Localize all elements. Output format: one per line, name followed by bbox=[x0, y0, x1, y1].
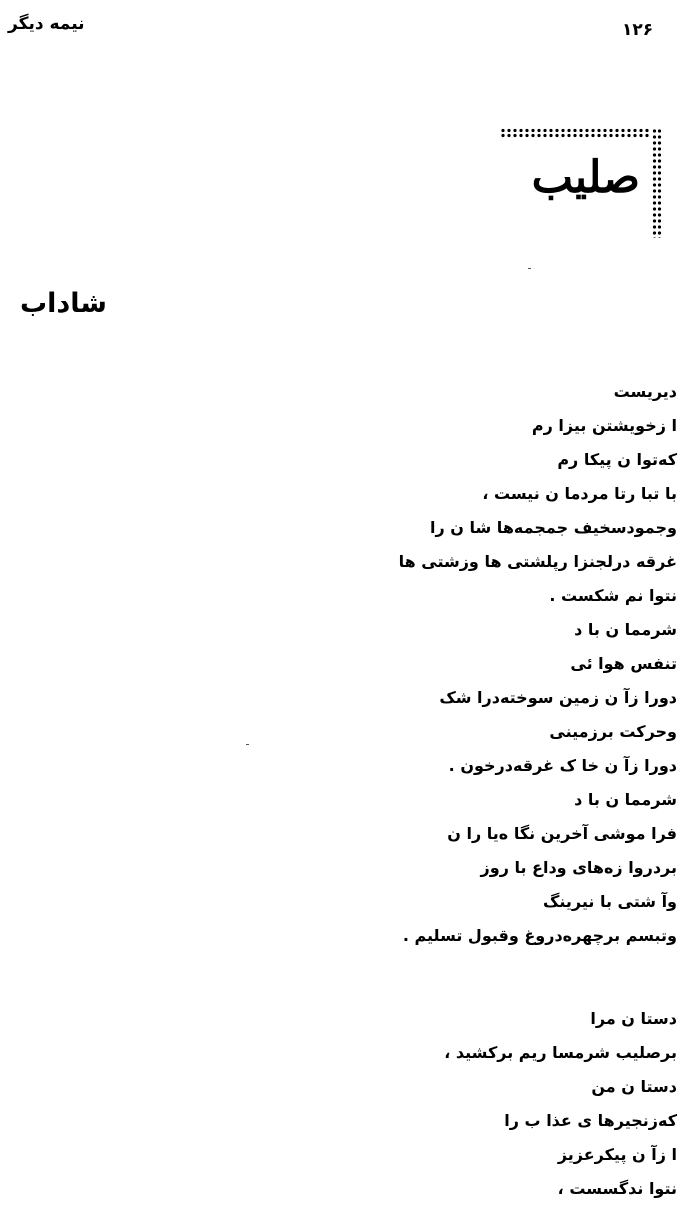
poem-stanza-1 bbox=[0, 375, 677, 953]
verse-line: شرمما ن با د bbox=[574, 620, 677, 639]
poem-stanza-2 bbox=[0, 1002, 677, 1206]
verse-line: فرا موشی آخرین نگا ه‌یا را ن bbox=[447, 824, 677, 843]
dotted-frame-right bbox=[652, 128, 662, 238]
poem-author: شاداب bbox=[20, 288, 107, 319]
verse-line: با تبا رتا مردما ن نیست ، bbox=[482, 484, 677, 503]
verse-line: نتوا نم شکست . bbox=[549, 586, 677, 605]
verse-line: که‌زنجیرها ی عذا ب را bbox=[504, 1111, 677, 1130]
verse-line: دورا زآ ن زمین سوخته‌درا شک bbox=[439, 688, 677, 707]
page-number: ۱۲۶ bbox=[622, 20, 654, 40]
verse-line: دستا ن مرا bbox=[590, 1009, 677, 1028]
poem-title: صلیب bbox=[531, 152, 640, 203]
verse-line: شرمما ن با د bbox=[574, 790, 677, 809]
verse-line: برصلیب شرمسا ریم برکشید ، bbox=[444, 1043, 677, 1062]
verse-line: دیریست bbox=[613, 382, 677, 401]
dotted-frame-top bbox=[500, 128, 650, 138]
scan-speck bbox=[528, 268, 531, 269]
verse-line: تنفس هوا ئی bbox=[570, 654, 677, 673]
verse-line: ا زخویشتن بیزا رم bbox=[531, 416, 677, 435]
verse-line: غرقه درلجنزا رپلشتی ها وزشتی ها bbox=[398, 552, 677, 571]
scan-speck bbox=[246, 744, 249, 745]
verse-line: ا زآ ن پیکرعزیز bbox=[557, 1145, 677, 1164]
verse-line: بردروا زه‌های وداع با روز bbox=[480, 858, 677, 877]
verse-line: دورا زآ ن خا ک غرقه‌درخون . bbox=[448, 756, 677, 775]
verse-line: وحرکت برزمینی bbox=[549, 722, 677, 741]
verse-line: وتبسم برچهره‌دروغ وقبول تسلیم . bbox=[402, 926, 677, 945]
verse-line: وجمودسخیف جمجمه‌ها شا ن را bbox=[430, 518, 677, 537]
verse-line: دستا ن من bbox=[591, 1077, 677, 1096]
verse-line: نتوا ندگسست ، bbox=[557, 1179, 677, 1198]
verse-line: که‌توا ن پیکا رم bbox=[557, 450, 677, 469]
running-header-book-title: نیمه دیگر bbox=[8, 14, 85, 34]
verse-line: وآ شتی با نیرینگ bbox=[542, 892, 677, 911]
